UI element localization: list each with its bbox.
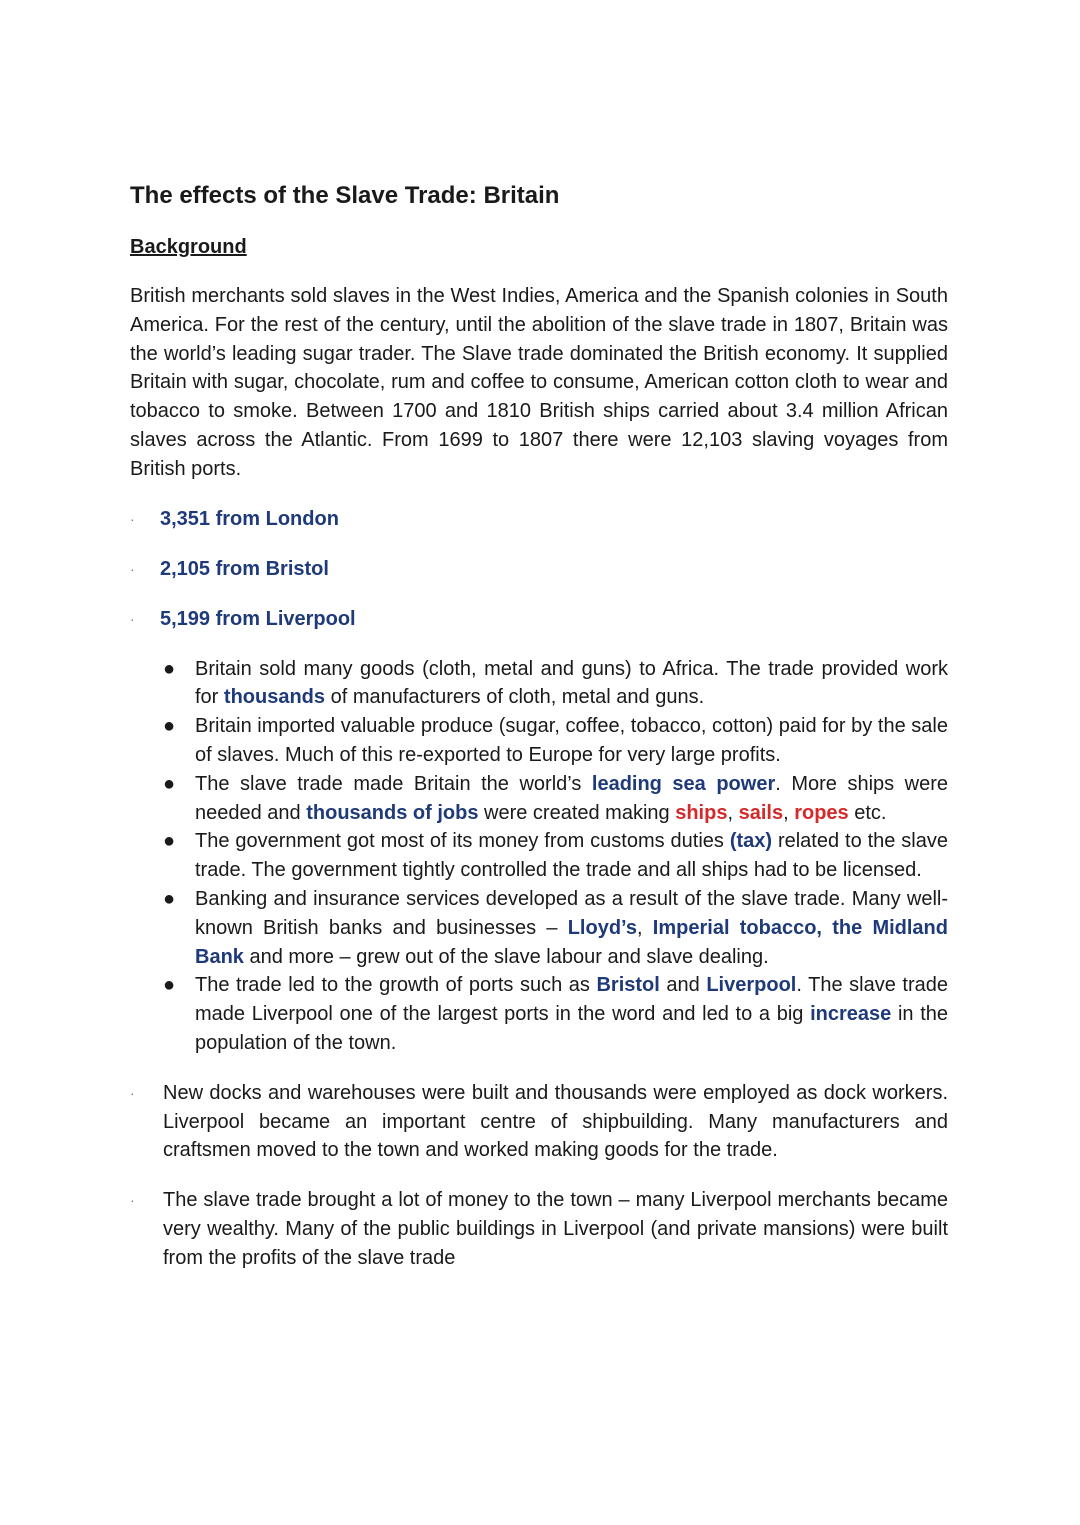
port-stat: 2,105 from Bristol [160,557,329,580]
port-voyages-list [130,505,948,633]
bullet-icon: ● [163,830,176,853]
dot-icon: · [130,1192,135,1209]
section-heading: Background [130,236,247,258]
list-item: ● Britain sold many goods (cloth, metal and guns) to Africa. The trade provided work for thousands of manufacturers of cloth, metal and guns. [195,655,948,713]
highlight: thousands of jobs [306,801,479,824]
port-stat: 5,199 from Liverpool [160,607,356,630]
liverpool-wealth-paragraph: · The slave trade brought a lot of money to the town – many Liverpool merchants became very wealthy. Many of the public buildings in Liverpool (and private mansions) were built from the profits of the slave trade [163,1186,948,1272]
list-item: ● The slave trade made Britain the world’s leading sea power. More ships were needed and thousands of jobs were created making ships, sails, ropes etc. [195,770,948,828]
dot-icon: · [130,560,135,577]
highlight: (tax) [729,830,773,853]
bullet-icon: ● [163,974,176,997]
highlight-red: sails [738,801,784,824]
bullet-icon: ● [163,772,176,795]
highlight: Imperial tobacco, the Midland Bank [195,916,948,968]
highlight-red: ropes [794,801,849,824]
dot-icon: · [130,1084,135,1101]
highlight: Bristol [596,974,660,997]
list-item: ● Banking and insurance services developed as a result of the slave trade. Many well-known British banks and businesses – Lloyd’s, Imperial tobacco, the Midland Bank and more – grew out of the slave labour and slave dealing. [195,885,948,971]
highlight: thousands [223,686,326,709]
list-item: ● The trade led to the growth of ports such as Bristol and Liverpool. The slave trade made Liverpool one of the largest ports in the word and led to a big increase in the population of the town. [195,971,948,1057]
list-item [130,505,948,533]
list-item [130,605,948,633]
document-page [130,180,948,1273]
bullet-icon: ● [163,657,176,680]
bullet-icon: ● [163,715,176,738]
port-stat: 3,351 from London [160,507,339,530]
dot-icon: · [130,610,135,627]
highlight: increase [810,1003,892,1026]
highlight: leading sea power [591,772,776,795]
list-item: ● The government got most of its money from customs duties (tax) related to the slave trade. The government tightly controlled the trade and all ships had to be licensed. [195,827,948,885]
bullet-icon: ● [163,887,176,910]
highlight: Liverpool [706,974,797,997]
intro-paragraph: British merchants sold slaves in the West Indies, America and the Spanish colonies in South America. For the rest of the century, until the abolition of the slave trade in 1807, Britain was the world’s leading sugar trader. The Slave trade dominated the British economy. It supplied Britain with sugar, chocolate, rum and coffee to consume, American cotton cloth to wear and tobacco to smoke. Between 1700 and 1810 British ships carried about 3.4 million African slaves across the Atlantic. From 1699 to 1807 there were 12,103 slaving voyages from British ports. [130,285,948,480]
effects-list [130,655,948,1058]
highlight: Lloyd’s [567,916,637,939]
liverpool-docks-paragraph: · New docks and warehouses were built and thousands were employed as dock workers. Liverpool became an important centre of shipbuilding. Many manufacturers and craftsmen moved to the town and worked making goods for the trade. [163,1079,948,1165]
document-title: The effects of the Slave Trade: Britain [130,182,560,209]
highlight-red: ships [675,801,728,824]
list-item: ● Britain imported valuable produce (sugar, coffee, tobacco, cotton) paid for by the sale of slaves. Much of this re-exported to Europe for very large profits. [195,712,948,770]
dot-icon: · [130,510,135,527]
list-item [130,555,948,583]
